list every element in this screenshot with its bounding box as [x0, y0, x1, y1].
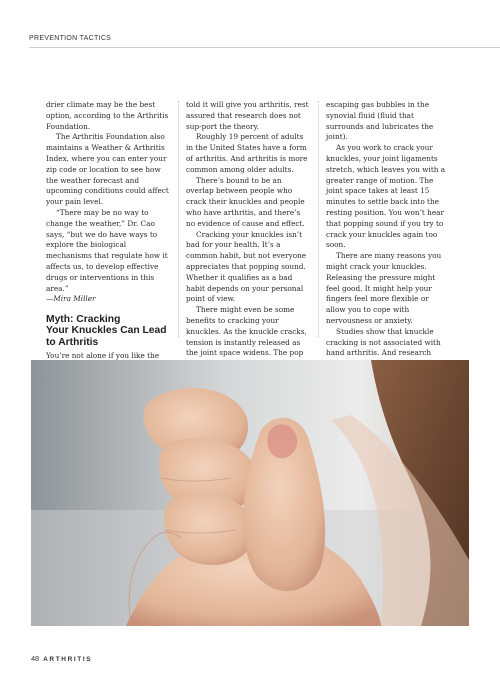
- page-number: 48: [31, 654, 40, 663]
- paragraph: Studies show that knuckle cracking is not associated with hand arthritis. And research: [326, 326, 441, 358]
- publication-name: ARTHRITIS: [43, 656, 93, 663]
- page-footer: [31, 654, 92, 663]
- paragraph: Cracking your knuckles isn’t bad for your health. It’s a common habit, but not everyone appreciates that popping sound. Whether it qualifies as a bad habit depends on your personal point of view.: [186, 229, 307, 304]
- paragraph: “There may be no way to change the weather,” Dr. Cao says, “but we do have ways to explore the biological mechanisms that regulate how it affects us, to develop effective drugs or interventions in this area.”: [46, 207, 168, 293]
- paragraph: drier climate may be the best option, according to the Arthritis Foundation.: [46, 100, 169, 131]
- heading-line: Your Knuckles Can Lead: [46, 325, 167, 337]
- column-divider: [178, 101, 179, 337]
- text-column-3: [326, 100, 450, 392]
- text-column-2: [186, 100, 310, 370]
- paragraph: There are many reasons you might crack your knuckles. Releasing the pressure might feel good. It might help your fingers feel more flexible or allow you to cope with nervousness or anxiety.: [326, 251, 442, 325]
- paragraph: Roughly 19 percent of adults in the United States have a form of arthritis. And arthritis is more common among older adults.: [186, 132, 308, 174]
- paragraph: As you work to crack your knuckles, your joint ligaments stretch, which leaves you with a greater range of motion. The joint space takes at least 15 minutes to settle back into the resting position. You won’t hear that popping sound if you try to crack your knuckles again too soon.: [326, 143, 446, 250]
- paragraph: There’s bound to be an overlap between people who crack their knuckles and people who have arthritis, and there’s no evidence of cause and effect.: [186, 175, 305, 228]
- knuckle-cracking-photo: [31, 360, 469, 626]
- paragraph: You’re not alone if you like the: [46, 350, 160, 360]
- paragraph: told it will give you arthritis, rest assured that research does not sup-port the theory.: [186, 100, 309, 131]
- heading-line: to Arthritis: [46, 336, 99, 348]
- column-divider: [318, 101, 319, 337]
- section-header: PREVENTION TACTICS: [29, 35, 112, 42]
- paragraph: The Arthritis Foundation also maintains a Weather & Arthritis Index, where you can enter your zip code or location to see how the weather forecast and upcoming conditions could affect your pain level.: [46, 132, 169, 207]
- paragraph: There might even be some benefits to cracking your knuckles. As the knuckle cracks, tension is instantly released as the joint space widens. The pop: [186, 305, 307, 358]
- header-rule: [29, 47, 500, 48]
- paragraph: escaping gas bubbles in the synovial fluid (fluid that surrounds and lubricates the joint).: [326, 100, 434, 142]
- heading-line: Myth: Cracking: [46, 314, 121, 326]
- myth-heading: [46, 314, 170, 348]
- author-credit: —Mira Miller: [46, 294, 96, 304]
